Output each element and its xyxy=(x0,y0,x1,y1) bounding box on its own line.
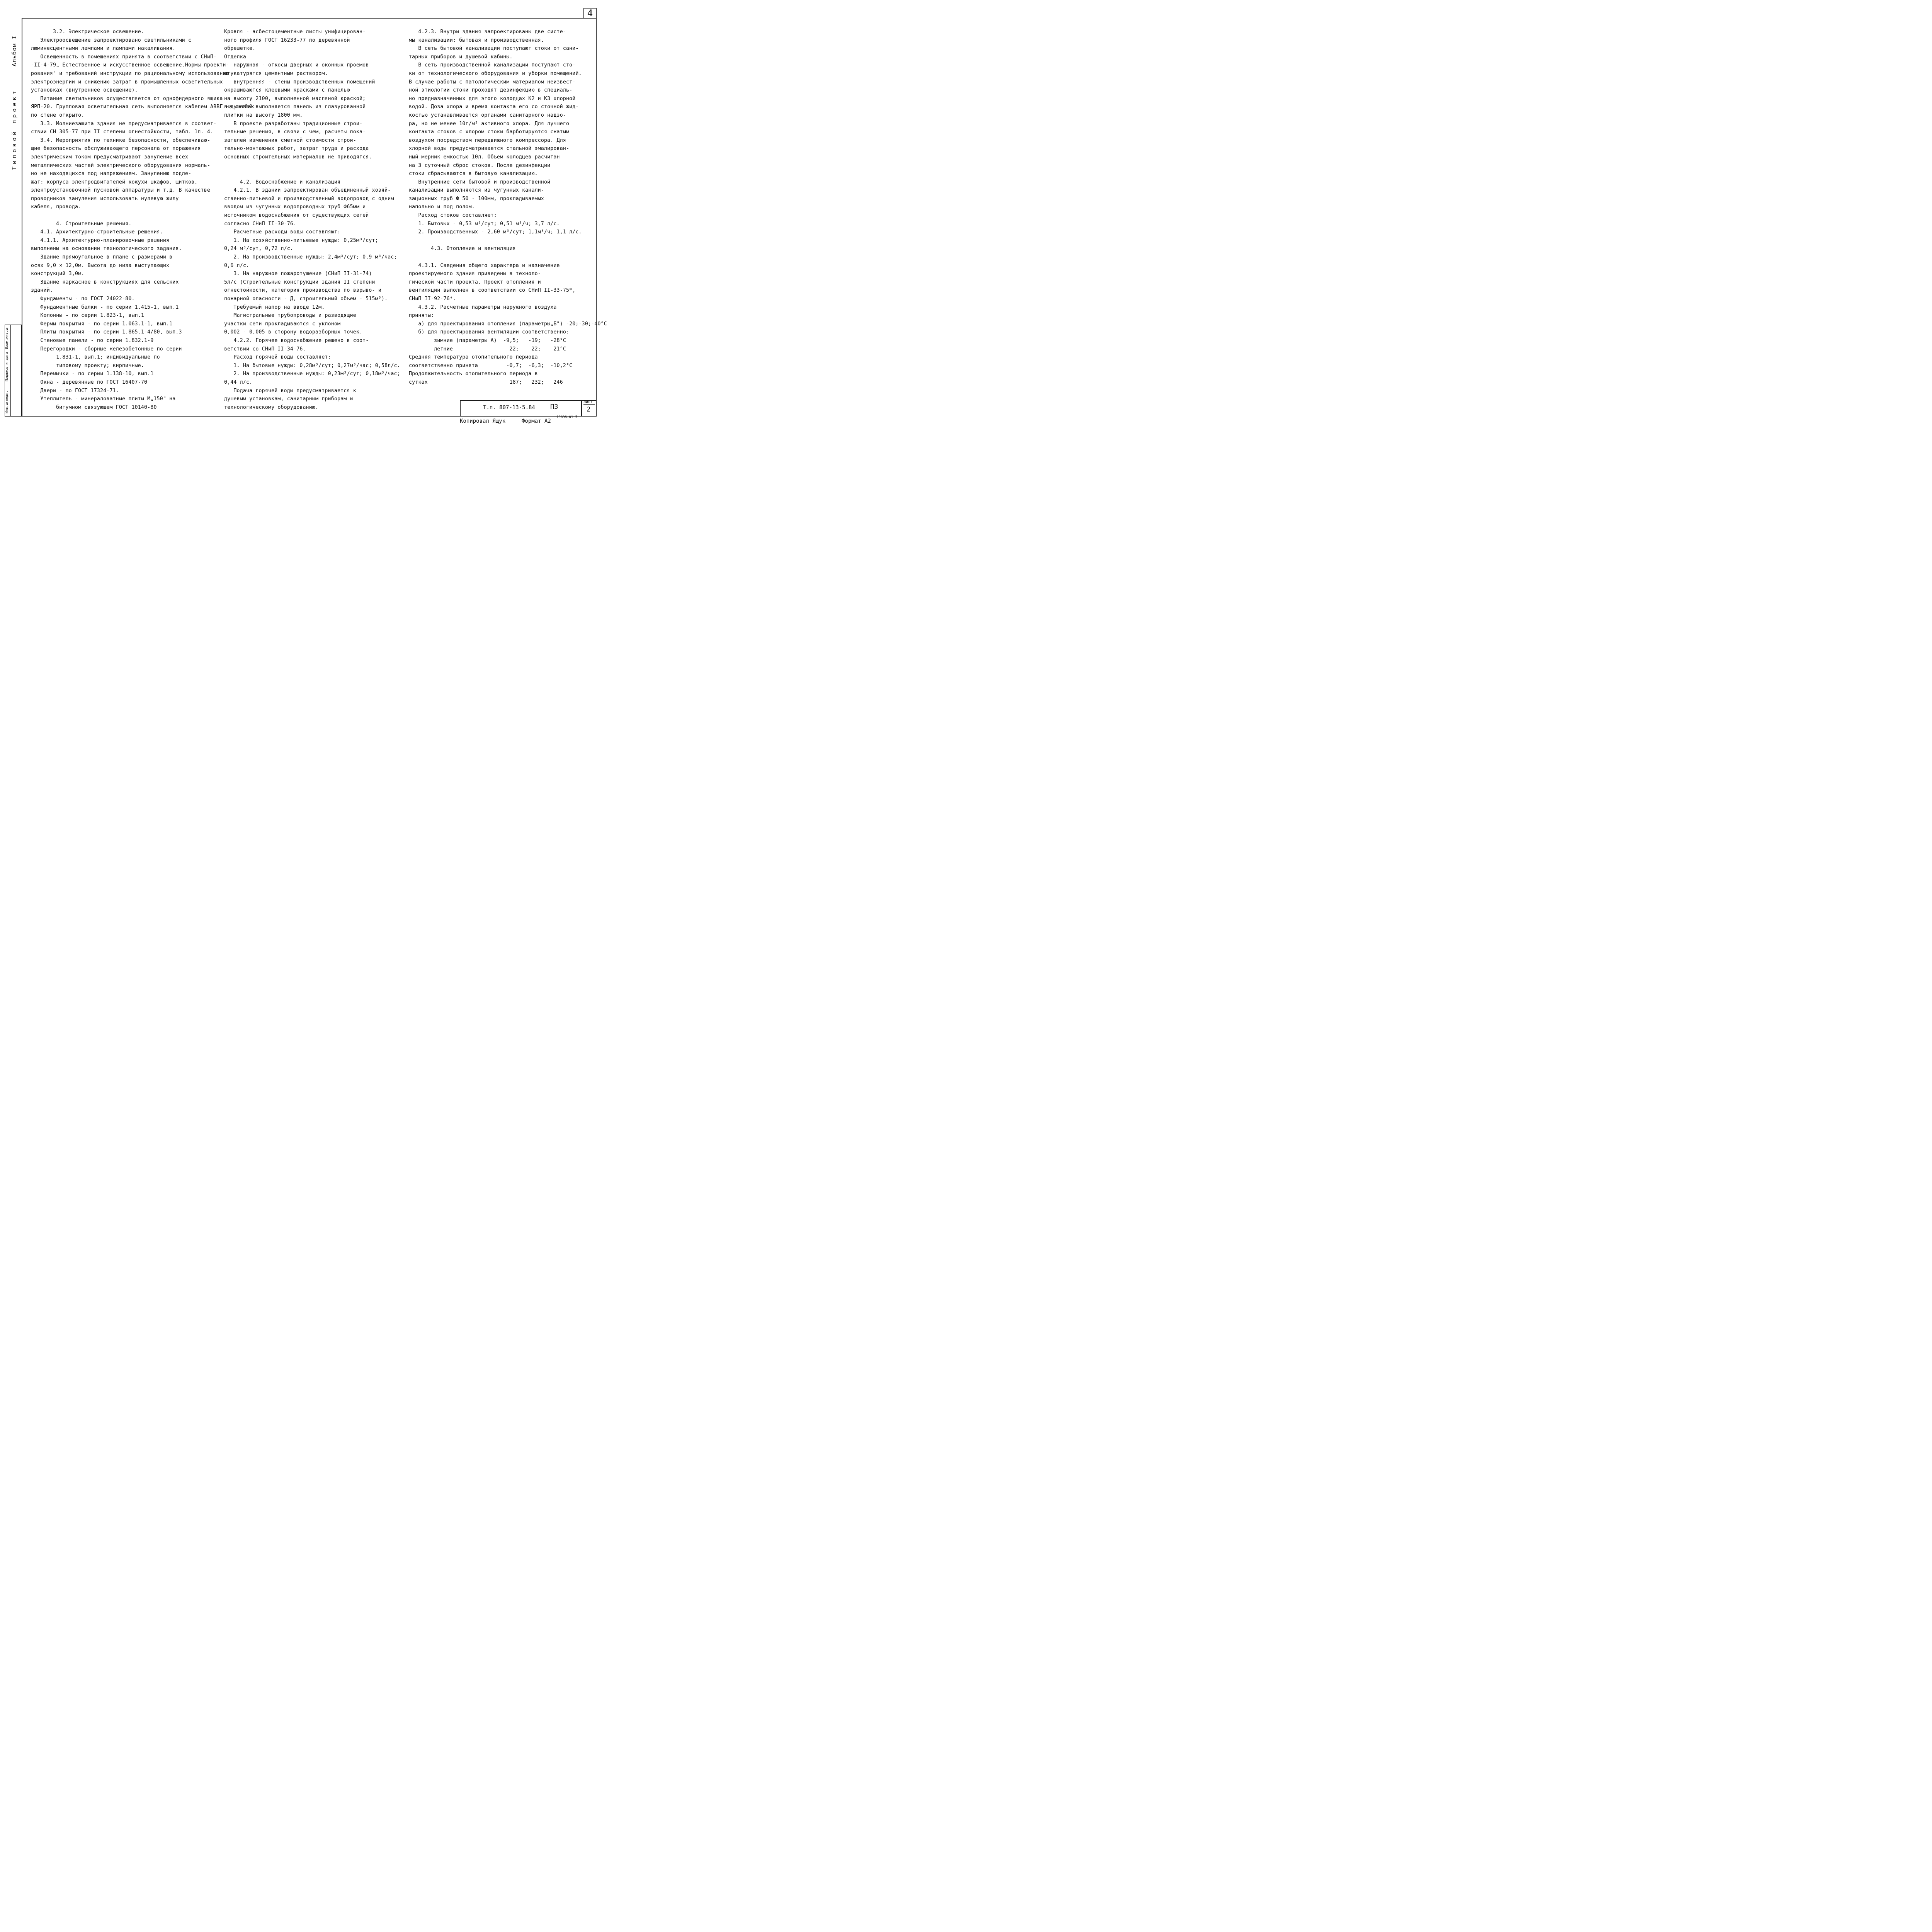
text-line: Стеновые панели - по серии 1.832.1-9 xyxy=(31,337,154,344)
text-line: Средняя температура отопительного периода xyxy=(409,354,538,361)
copied-by: Копировал Ящук xyxy=(460,418,506,424)
text-line: битумном связующем ГОСТ 10140-80 xyxy=(31,404,157,410)
text-line: Окна - деревянные по ГОСТ 16407-70 xyxy=(31,379,148,385)
text-line: 2. На производственные нужды: 2,4м³/сут; 0,9 м³/час; xyxy=(224,254,397,260)
text-line: ный мерник емкостью 10л. Объем колодцев расчитан xyxy=(409,154,560,160)
text-line: штукатурятся цементным раствором. xyxy=(224,70,328,77)
text-line: наружная - откосы дверных и оконных проемов xyxy=(224,62,369,68)
text-line: 3.3. Молниезащита здания не предусматривается в соответ- xyxy=(31,121,217,127)
sheet-number: 2 xyxy=(587,406,591,413)
stamp-label-signature: Подпись и дата xyxy=(5,352,9,381)
text-line: 4.2.3. Внутри здания запроектированы две систе- xyxy=(409,29,566,35)
side-label-album: Альбом I xyxy=(11,35,18,66)
text-line: Колонны - по серии 1.823-1, вып.1 xyxy=(31,313,145,319)
text-line: 1. На бытовые нужды: 0,28м³/сут; 0,27м³/час; 0,58л/с. xyxy=(224,362,400,369)
text-line: Расчетные расходы воды составляют: xyxy=(224,229,341,235)
text-line xyxy=(31,211,254,220)
text-line: огнестойкости, категория производства по взрыво- и xyxy=(224,287,381,294)
text-line: 4.3.2. Расчетные параметры наружного воздуха xyxy=(409,304,557,310)
text-line: костью устанавливается органами санитарного надзо- xyxy=(409,112,566,118)
text-line: 3.4. Мероприятия по технике безопасности, обеспечиваю- xyxy=(31,137,210,143)
text-line: Расход стоков составляет: xyxy=(409,213,497,219)
title-block xyxy=(460,400,596,416)
text-line: участки сети прокладываются с уклоном xyxy=(224,321,341,327)
text-line: сутках 187; 232; 246 xyxy=(409,379,563,385)
text-line: Здание прямоугольное в плане с размерами в xyxy=(31,254,173,260)
text-column-right xyxy=(409,28,607,387)
text-line: типовому проекту; кирпичные. xyxy=(31,362,145,369)
text-line: конструкций 3,0м. xyxy=(31,271,85,277)
text-line: напольно и под полом. xyxy=(409,204,475,210)
text-line: стоки сбрасываются в бытовую канализацию. xyxy=(409,171,538,177)
text-line: Фермы покрытия - по серии 1.063.1-1, вып.1 xyxy=(31,321,173,327)
text-line: 5л/с (Строительные конструкции здания II степени xyxy=(224,279,375,285)
text-line: 4.2.1. В здании запроектирован объединенный хозяй- xyxy=(224,187,391,194)
text-line: 0,44 л/с. xyxy=(224,379,253,385)
text-line: Требуемый напор на вводе 12м. xyxy=(224,304,325,310)
text-line: б) для проектирования вентиляции соответственно: xyxy=(409,329,570,335)
text-line: Перемычки - по серии 1.138-10, вып.1 xyxy=(31,371,154,377)
text-line: В сеть бытовой канализации поступают стоки от сани- xyxy=(409,46,579,52)
text-line: плитки на высоту 1800 мм. xyxy=(224,112,303,118)
text-line: окрашиваются клеевыми красками с панелью xyxy=(224,87,350,94)
text-line: Электроосвещение запроектировано светильниками с xyxy=(31,37,192,43)
text-line: Магистральные трубопроводы и разводящие xyxy=(224,313,356,319)
sheet-cell xyxy=(581,400,596,416)
text-line: тарных приборов и душевой кабины. xyxy=(409,54,513,60)
text-line: Питание светильников осуществляется от однофидерного ящика xyxy=(31,95,223,102)
text-line: а) для проектирования отопления (параметры„Б") -20;-30;-40°С xyxy=(409,321,607,327)
text-line: источником водоснабжения от существующих сетей xyxy=(224,213,369,219)
text-line: обрешетке. xyxy=(224,46,256,52)
text-line: пожарной опасности - Д, строительный объем - 515м³). xyxy=(224,296,388,302)
stamp-label-inventory: Инв.№подл. xyxy=(5,391,9,413)
text-line: 4.1. Архитектурно-строительные решения. xyxy=(31,229,163,235)
text-line: Фундаментные балки - по серии 1.415-1, вып.1 xyxy=(31,304,179,310)
text-line: тельные решения, в связи с чем, расчеты пока- xyxy=(224,129,366,135)
text-line: основных строительных материалов не приводятся. xyxy=(224,154,372,160)
text-line: жат: корпуса электродвигателей кожухи шкафов, щитков, xyxy=(31,179,198,185)
text-line: 4.2.2. Горячее водоснабжение решено в соот- xyxy=(224,337,369,344)
project-code: Т.п. 807-13-5.84 xyxy=(483,405,535,411)
text-line: СНиП II-92-76*. xyxy=(409,296,456,302)
text-line: Кровля - асбестоцементные листы унифицирован- xyxy=(224,29,366,35)
text-line: воздухом посредством передвижного компрессора. Для xyxy=(409,137,566,143)
text-line: выполнены на основании технологического задания. xyxy=(31,246,182,252)
text-line: 1. На хозяйственно-питьевые нужды: 0,25м³/сут; xyxy=(224,237,378,243)
text-line: на высоту 2100, выполненной масляной краской; xyxy=(224,95,366,102)
text-line: 4.3.1. Сведения общего характера и назначение xyxy=(409,262,560,269)
text-line: 1. Бытовых - 0,53 м³/сут; 0,51 м³/ч; 3,7 л/с. xyxy=(409,221,560,227)
text-line: Подача горячей воды предусматривается к xyxy=(224,388,356,394)
text-line: 4. Строительные решения. xyxy=(31,221,132,227)
text-line: ствии СН 305-77 при II степени огнестойкости, табл. 1п. 4. xyxy=(31,129,214,135)
text-line: -II-4-79„ Естественное и искусственное освещение.Нормы проекти- xyxy=(31,62,229,68)
text-line: ного профиля ГОСТ 16233-77 по деревянной xyxy=(224,37,350,43)
text-line: гической части проекта. Проект отопления и xyxy=(409,279,541,285)
text-line: ЯРП-20. Групповая осветительная сеть выполняется кабелем АВВГ на скобах xyxy=(31,104,254,110)
text-line: В проекте разработаны традиционные строи- xyxy=(224,121,363,127)
corner-number: 4 xyxy=(587,8,593,19)
text-line: Двери - по ГОСТ 17324-71. xyxy=(31,388,119,394)
text-line: соответственно принята -0,7; -6,3; -10,2°С xyxy=(409,362,573,369)
text-line: тельно-монтажных работ, затрат труда и расхода xyxy=(224,146,369,152)
text-line: ной этиологии стоки проходят дезинфекцию в специаль- xyxy=(409,87,573,94)
text-line: Отделка xyxy=(224,54,246,60)
text-line: проектируемого здания приведены в техноло- xyxy=(409,271,541,277)
text-line: 2. Производственных - 2,60 м³/сут; 1,1м³/ч; 1,1 л/с. xyxy=(409,229,582,235)
text-line: ки от технологического оборудования и уборки помещений. xyxy=(409,70,582,77)
text-line: осях 9,0 × 12,0м. Высота до низа выступающих xyxy=(31,262,170,269)
text-line: хлорной воды предусматривается стальной эмалирован- xyxy=(409,146,570,152)
text-line: но не находящихся под напряжением. Занулению подле- xyxy=(31,171,192,177)
text-line: электроэнергии и снижению затрат в промышленных осветительных xyxy=(31,79,223,85)
text-line: 4.1.1. Архитектурно-планировочные решения xyxy=(31,237,170,243)
text-line: душевым установкам, санитарным приборам и xyxy=(224,396,353,402)
text-line: 3. На наружное пожаротушение (СНиП II-31-74) xyxy=(224,271,372,277)
text-line: приняты: xyxy=(409,313,434,319)
text-line: Утеплитель - минераловатные плиты М„150" на xyxy=(31,396,176,402)
document-code: ПЗ xyxy=(550,403,558,411)
text-line: ветствии со СНиП II-34-76. xyxy=(224,346,306,352)
text-line: Перегородки - сборные железобетонные по серии xyxy=(31,346,182,352)
text-line: Продолжительность отопительного периода в xyxy=(409,371,538,377)
paper-format: Формат А2 xyxy=(522,418,551,424)
text-line: вводом из чугунных водопроводных труб Ф65мм и xyxy=(224,204,366,210)
text-line: ственно-питьевой и производственный водопровод с одним xyxy=(224,196,394,202)
text-line: В сеть производственной канализации поступают сто- xyxy=(409,62,576,68)
text-line: в душевой выполняется панель из глазурованной xyxy=(224,104,366,110)
text-line: мы канализации: бытовая и производственная. xyxy=(409,37,544,43)
text-line xyxy=(409,236,607,245)
text-line: 1.831-1, вып.1; индивидуальные по xyxy=(31,354,160,361)
text-line: проводников зануления использовать нулевую жилу xyxy=(31,196,179,202)
text-line: люминесцентными лампами и лампами накаливания. xyxy=(31,46,176,52)
text-line: ра, но не менее 10г/м³ активного хлора. Для лучшего xyxy=(409,121,570,127)
text-line: 2. На производственные нужды: 0,23м³/сут; 0,18м³/час; xyxy=(224,371,400,377)
text-line: 4.2. Водоснабжение и канализация xyxy=(224,179,341,185)
text-line: 0,6 л/с. xyxy=(224,262,250,269)
text-line xyxy=(409,253,607,262)
text-line: зационных труб Ф 50 - 100мм, прокладываемых xyxy=(409,196,544,202)
text-line: согласно СНиП II-30-76. xyxy=(224,221,297,227)
corner-number-box xyxy=(583,8,597,18)
text-column-middle xyxy=(224,28,400,412)
text-line: контакта стоков с хлором стоки барботируются сжатым xyxy=(409,129,570,135)
text-line: зимние (параметры А) -9,5; -19; -28°С xyxy=(409,337,566,344)
text-line: вентиляции выполнен в соответствии со СНиП II-33-75*, xyxy=(409,287,576,294)
text-line: установках (внутреннее освещение). xyxy=(31,87,138,94)
text-line: электроустановочной пусковой аппаратуры и т.д. В качестве xyxy=(31,187,210,194)
sheet-label: Лист xyxy=(583,400,595,405)
text-line: зданий. xyxy=(31,287,53,294)
text-line: летние 22; 22; 21°С xyxy=(409,346,566,352)
text-line: 0,24 м³/сут, 0,72 л/с. xyxy=(224,246,294,252)
text-line: технологическому оборудованию. xyxy=(224,404,319,410)
text-line: электрическим током предусматривают зануление всех xyxy=(31,154,188,160)
text-line: Внутренние сети бытовой и производственной xyxy=(409,179,551,185)
text-line xyxy=(224,170,400,178)
text-line: кабеля, провода. xyxy=(31,204,82,210)
text-line: Фундаменты - по ГОСТ 24022-80. xyxy=(31,296,135,302)
text-line: внутренняя - стены производственных помещений xyxy=(224,79,375,85)
text-line: 4.3. Отопление и вентиляция xyxy=(409,246,516,252)
text-line: рования" и требований инструкции по рациональному использованию xyxy=(31,70,229,77)
text-line: Освещенность в помещениях принята в соответствии с СНиП- xyxy=(31,54,217,60)
text-line: зателей изменения сметной стоимости строи- xyxy=(224,137,356,143)
text-line: 3.2. Электрическое освещение. xyxy=(31,29,145,35)
stamp-label-replace: Взам.инв.№ xyxy=(5,327,9,349)
text-line xyxy=(224,162,400,170)
approval-stamp xyxy=(5,325,22,417)
text-line: но предназначенных для этого колодцах К2 и К3 хлорной xyxy=(409,95,576,102)
text-line: В случае работы с патологическим материалом неизвест- xyxy=(409,79,576,85)
text-line: Здание каркасное в конструкциях для сельских xyxy=(31,279,179,285)
text-line: Расход горячей воды составляет: xyxy=(224,354,331,361)
side-label-project: Типовой проект xyxy=(11,88,18,170)
text-line: на 3 суточный сброс стоков. После дезинфекции xyxy=(409,162,551,168)
text-line: Плиты покрытия - по серии 1.865.1-4/80, вып.3 xyxy=(31,329,182,335)
text-line: канализации выполняются из чугунных канали- xyxy=(409,187,544,194)
archive-number: 19698-01 5 xyxy=(556,415,578,419)
text-line: водой. Доза хлора и время контакта его со сточной жид- xyxy=(409,104,579,110)
text-line: металлических частей электрического оборудования нормаль- xyxy=(31,162,210,168)
text-line: щие безопасность обслуживающего персонала от поражения xyxy=(31,146,201,152)
text-line: 0,002 - 0,005 в сторону водоразборных точек. xyxy=(224,329,363,335)
text-column-left xyxy=(31,28,254,412)
text-line: по стене открыто. xyxy=(31,112,85,118)
